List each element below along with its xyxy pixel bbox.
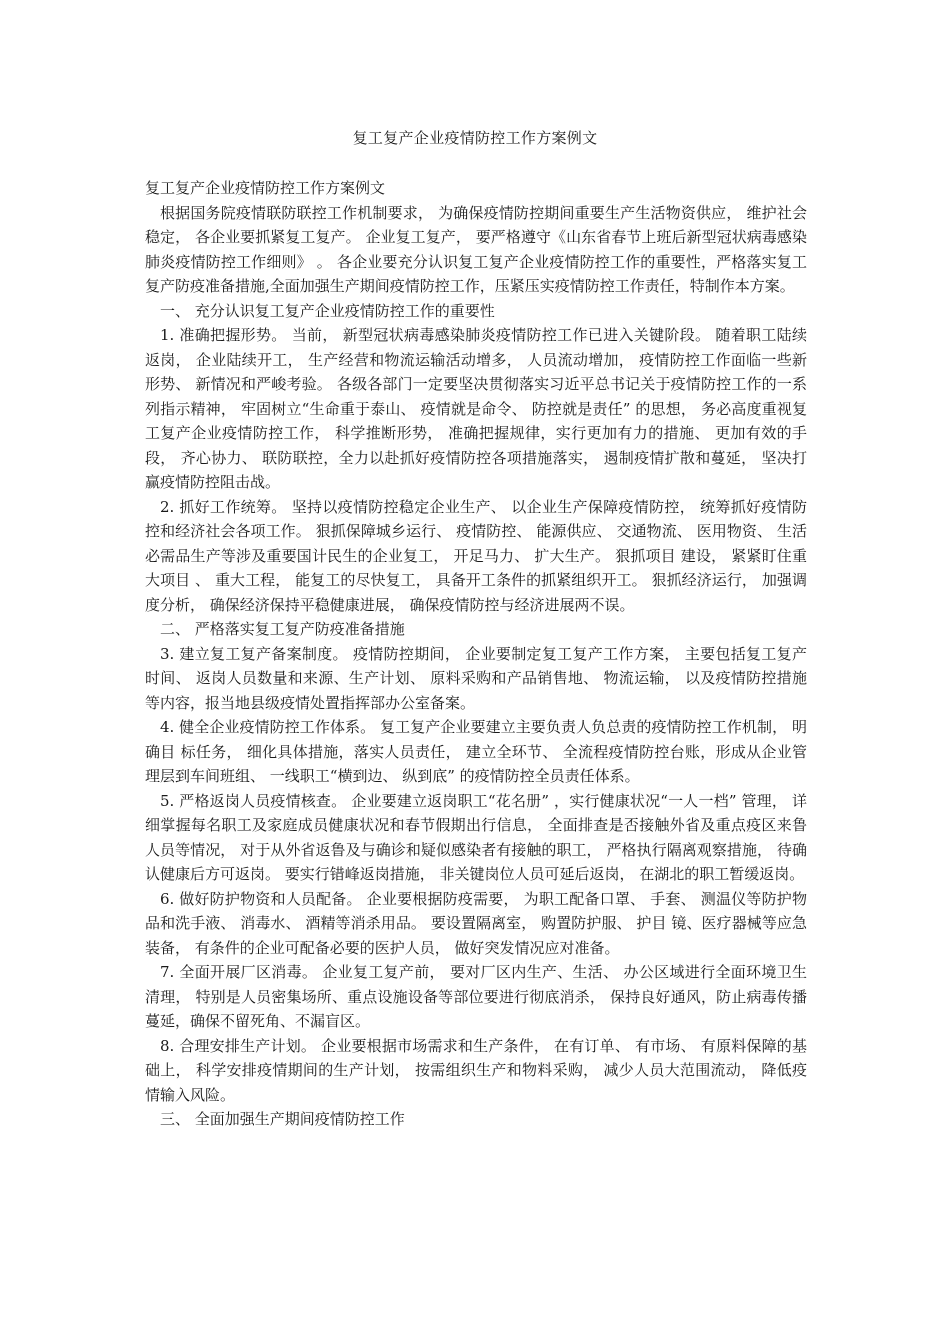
item-paragraph-5: 5. 严格返岗人员疫情核查。 企业要建立返岗职工“花名册” ，实行健康状况“一人一档” 管理， 详细掌握每名职工及家庭成员健康状况和春节假期出行信息， 全面排查是否接触外省及重点疫区来鲁人员等情况， 对于从外省返鲁及与确诊和疑似感染者有接触的职工， 严格执行隔离观察措施， 待确认健康后方可返岗。 要实行错峰返岗措施， 非关键岗位人员可延后返岗， 在湖北的职工暂缓返岗。 xyxy=(145,791,807,883)
item-paragraph-8: 8. 合理安排生产计划。 企业要根据市场需求和生产条件， 在有订单、 有市场、 有原料保障的基础上， 科学安排疫情期间的生产计划， 按需组织生产和物料采购， 减少人员大范围流动， 降低疫情输入风险。 xyxy=(145,1036,807,1104)
item-paragraph-4: 4. 健全企业疫情防控工作体系。 复工复产企业要建立主要负责人负总责的疫情防控工作机制， 明确目 标任务， 细化具体措施，落实人员责任， 建立全环节、 全流程疫情防控台账，形成从企业管理层到车间班组、 一线职工“横到边、 纵到底” 的疫情防控全员责任体系。 xyxy=(145,718,807,785)
document-body xyxy=(145,176,807,1132)
document-title: 复工复产企业疫情防控工作方案例文 xyxy=(352,129,598,147)
document-subtitle: 复工复产企业疫情防控工作方案例文 xyxy=(145,179,386,197)
item-paragraph-2: 2. 抓好工作统筹。 坚持以疫情防控稳定企业生产、 以企业生产保障疫情防控， 统筹抓好疫情防控和经济社会各项工作。 狠抓保障城乡运行、 疫情防控、 能源供应、 交通物流、 医用物资、 生活必需品生产等涉及重要国计民生的企业复工， 开足马力、 扩大生产。 狠抓项目 建设， 紧紧盯住重大项目 、 重大工程， 能复工的尽快复工， 具备开工条件的抓紧组织开工。 狠抓经济运行， 加强调度分析， 确保经济保持平稳健康进展， 确保疫情防控与经济进展两不误。 xyxy=(145,497,807,614)
section-heading-1: 一、 充分认识复工复产企业疫情防控工作的重要性 xyxy=(160,301,495,320)
item-paragraph-1: 1. 准确把握形势。 当前， 新型冠状病毒感染肺炎疫情防控工作已进入关键阶段。 随着职工陆续返岗， 企业陆续开工， 生产经营和物流运输活动增多， 人员流动增加， 疫情防控工作面临一些新形势、 新情况和严峻考验。 各级各部门一定要坚决贯彻落实习近平总书记关于疫情防控工作的一系列指示精神， 牢固树立“生命重于泰山、 疫情就是命令、 防控就是责任” 的思想， 务必高度重视复工复产企业疫情防控工作， 科学推断形势， 准确把握规律，实行更加有力的措施、 更加有效的手段， 齐心协力、 联防联控，全力以赴抓好疫情防控各项措施落实， 遏制疫情扩散和蔓延， 坚决打赢疫情防控阻击战。 xyxy=(145,326,807,491)
intro-paragraph: 根据国务院疫情联防联控工作机制要求， 为确保疫情防控期间重要生产生活物资供应， 维护社会稳定， 各企业要抓紧复工复产。 企业复工复产， 要严格遵守《山东省春节上班后新型冠状病毒感染肺炎疫情防控工作细则》 。 各企业要充分认识复工复产企业疫情防控工作的重要性，严格落实复工复产防疫准备措施,全面加强生产期间疫情防控工作，压紧压实疫情防控工作责任，特制作本方案。 xyxy=(145,203,807,295)
section-heading-3: 三、 全面加强生产期间疫情防控工作 xyxy=(160,1110,405,1128)
section-heading-2: 二、 严格落实复工复产防疫准备措施 xyxy=(160,620,405,638)
item-paragraph-3: 3. 建立复工复产备案制度。 疫情防控期间， 企业要制定复工复产工作方案， 主要包括复工复产时间、 返岗人员数量和来源、生产计划、 原料采购和产品销售地、 物流运输， 以及疫情防控措施等内容，报当地县级疫情处置指挥部办公室备案。 xyxy=(145,644,807,712)
item-paragraph-7: 7. 全面开展厂区消毒。 企业复工复产前， 要对厂区内生产、生活、 办公区域进行全面环境卫生清理， 特别是人员密集场所、重点设施设备等部位要进行彻底消杀， 保持良好通风，防止病毒传播蔓延，确保不留死角、不漏盲区。 xyxy=(145,963,807,1030)
item-paragraph-6: 6. 做好防护物资和人员配备。 企业要根据防疫需要， 为职工配备口罩、 手套、 测温仪等防护物品和洗手液、 消毒水、 酒精等消杀用品。 要设置隔离室， 购置防护服、 护目 镜、医疗器械等应急装备， 有条件的企业可配备必要的医护人员， 做好突发情况应对准备。 xyxy=(145,889,807,957)
